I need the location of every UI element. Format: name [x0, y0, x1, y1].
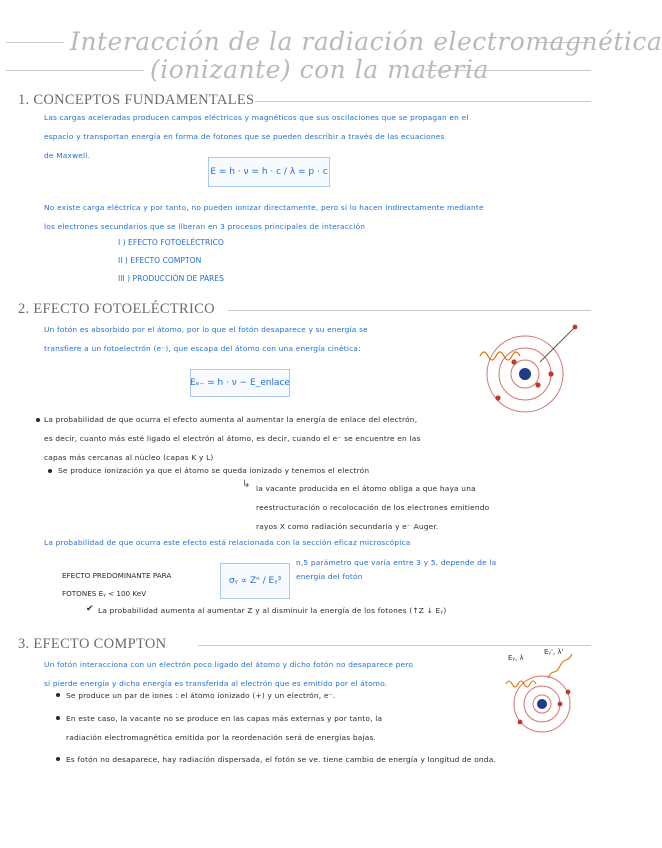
- check-icon: ✔: [86, 604, 94, 614]
- page-title-line-2: (ionizante) con la materia: [150, 55, 489, 84]
- section-2-bullet-1-line-3: capas más cercanas al núcleo (capas K y L): [44, 453, 214, 462]
- section-2-bullet-2: Se produce ionización ya que el átomo se queda ionizado y tenemos el electrón: [58, 466, 370, 475]
- electron: [548, 371, 553, 376]
- photoelectric-atom-diagram: [478, 322, 588, 412]
- kinetic-energy-formula: Eₑ₋ = h · ν − E_enlace: [190, 369, 290, 397]
- nucleus: [537, 699, 547, 709]
- arrow-icon: ↳: [242, 479, 251, 490]
- process-item-photoelectric: I ) EFECTO FOTOELÉCTRICO: [118, 238, 224, 247]
- section-3-bullet-3: Es fotón no desaparece, hay radiación dispersada, el fotón se ve. tiene cambio de energía y longitud de onda.: [66, 755, 496, 764]
- section-1-intro-line-1: Las cargas aceleradas producen campos eléctricos y magnéticos que sus oscilaciones que se propagan en el: [44, 113, 469, 122]
- section-1-heading: 1. CONCEPTOS FUNDAMENTALES: [18, 92, 255, 108]
- compton-atom-diagram: [504, 648, 584, 738]
- scattered-photon-wave: [548, 654, 572, 678]
- process-item-pair-production: III ) PRODUCCIÓN DE PARES: [118, 274, 224, 283]
- electron: [558, 702, 563, 707]
- scattered-photon-label: Eᵧ', λ': [544, 648, 564, 656]
- section-2-heading: 2. EFECTO FOTOELÉCTRICO: [18, 301, 215, 317]
- process-item-compton: II ) EFECTO COMPTON: [118, 256, 202, 265]
- cross-section-formula: σᵧ ∝ Zⁿ / Eᵧ³: [220, 563, 290, 599]
- electron: [566, 690, 571, 695]
- section-3-intro-line-2: sí pierde energía y dicha energía es transferida al electrón que es emitido por el átomo.: [44, 679, 388, 688]
- section-2-probability-line: La probabilidad de que ocurra este efecto está relacionada con la sección eficaz microscópica: [44, 538, 411, 547]
- section-2-intro-line-2: transfiere a un fotoelectrón (e⁻), que escapa del átomo con una energía cinética:: [44, 344, 361, 353]
- bullet-dot: [36, 418, 40, 422]
- ejected-electron-path: [540, 328, 574, 362]
- section-2-intro: [44, 320, 464, 358]
- photon-energy-formula: E = h · ν = h · c / λ = p · c: [208, 157, 330, 187]
- section-2-bullet-1-line-1: La probabilidad de que ocurra el efecto aumenta al aumentar la energía de enlace del electrón,: [44, 415, 418, 424]
- bullet-dot: [56, 716, 60, 720]
- sigma-note-line-2: energía del fotón: [296, 572, 363, 581]
- title-rule-left-2: [6, 70, 144, 71]
- section-3-bullet-2-line-2: radiación electromagnética emitida por la reordenación será de energías bajas.: [66, 733, 377, 742]
- incident-photon-wave: [480, 352, 520, 360]
- sigma-note-line-1: n,5 parámetro que varía entre 3 y 5, depende de la: [296, 558, 497, 567]
- bullet-dot: [56, 693, 60, 697]
- section-1-intro-line-3: de Maxwell.: [44, 151, 91, 160]
- nucleus: [519, 368, 531, 380]
- section-1-body-line-1: No existe carga eléctrica y por tanto, no pueden ionizar directamente, pero sí lo hacen indirectamente mediante: [44, 203, 484, 212]
- incident-photon-label: Eᵧ, λ: [508, 654, 524, 662]
- section-2-arrow-line-1: la vacante producida en el átomo obliga a que haya una: [256, 484, 476, 493]
- section-1-body-line-2: los electrones secundarios que se liberan en 3 procesos principales de interacción: [44, 222, 366, 231]
- bullet-dot: [48, 469, 52, 473]
- section-2-arrow-note: [256, 479, 586, 536]
- section-2-rule: [228, 310, 591, 311]
- section-3-rule: [198, 645, 591, 646]
- electron: [511, 359, 516, 364]
- section-3-intro-line-1: Un fotón interacciona con un electrón poco ligado del átomo y dicho fotón no desaparece pero: [44, 660, 414, 669]
- section-1-intro-line-2: espacio y transportan energía en forma de fotones que se pueden describir a través de las ecuaciones: [44, 132, 445, 141]
- ejected-electron: [573, 325, 578, 330]
- title-rule-left-1: [6, 42, 64, 43]
- section-1-rule: [255, 101, 591, 102]
- predominant-label: EFECTO PREDOMINANTE PARA: [62, 571, 172, 580]
- section-3-heading: 3. EFECTO COMPTON: [18, 636, 167, 652]
- section-2-check-line: La probabilidad aumenta al aumentar Z y al disminuir la energía de los fotones (↑Z ↓ Eᵧ): [98, 606, 447, 615]
- section-3-bullet-1: Se produce un par de iones : el átomo ionizado (+) y un electrón, e⁻.: [66, 691, 336, 700]
- section-2-arrow-line-2: reestructuración o recolocación de los electrones emitiendo: [256, 503, 490, 512]
- electron: [495, 395, 500, 400]
- section-1-body: [44, 198, 589, 236]
- section-2-bullet-1-line-2: es decir, cuanto más esté ligado el electrón al átomo, es decir, cuando el e⁻ se encuentre en las: [44, 434, 421, 443]
- section-2-intro-line-1: Un fotón es absorbido por el átomo, por lo que el fotón desaparece y su energía se: [44, 325, 368, 334]
- section-2-bullet-1: [44, 410, 589, 467]
- electron: [518, 720, 523, 725]
- bullet-dot: [56, 757, 60, 761]
- section-3-bullet-2: [66, 709, 506, 747]
- sigma-note: [296, 556, 546, 584]
- section-3-bullet-2-line-1: En este caso, la vacante no se produce en las capas más externas y por tanto, la: [66, 714, 383, 723]
- predominant-value: FOTONES Eᵧ < 100 KeV: [62, 589, 147, 598]
- page-title-line-1: Interacción de la radiación electromagnética: [70, 27, 662, 56]
- section-2-arrow-line-3: rayos X como radiación secundaria y e⁻ Auger.: [256, 522, 439, 531]
- electron: [535, 382, 540, 387]
